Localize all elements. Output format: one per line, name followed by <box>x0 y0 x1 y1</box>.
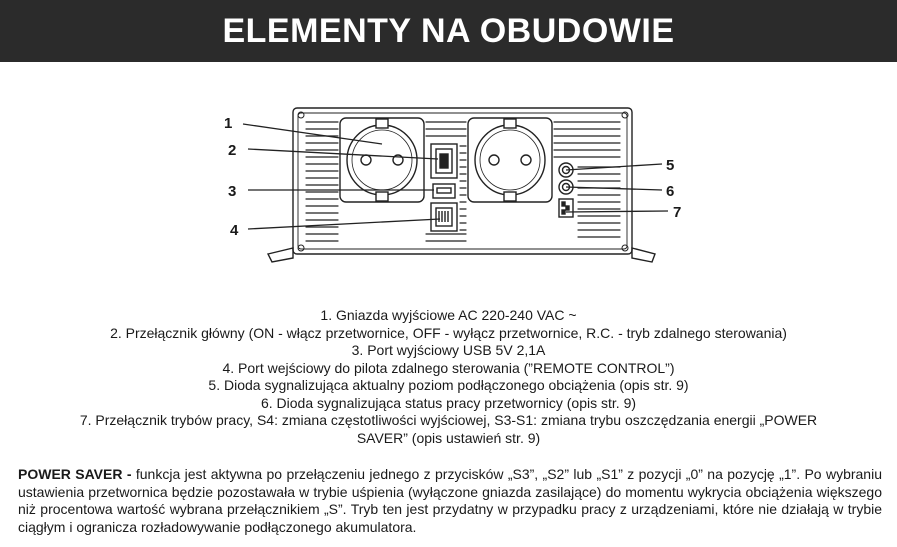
legend-item: 5. Dioda sygnalizująca aktualny poziom podłączonego obciążenia (opis str. 9) <box>208 377 689 393</box>
page-header <box>0 0 897 62</box>
callout-3: 3 <box>228 183 237 200</box>
legend-list <box>0 307 897 447</box>
callout-7: 7 <box>673 204 682 221</box>
legend-item: 3. Port wyjściowy USB 5V 2,1A <box>351 342 546 358</box>
callout-4: 4 <box>230 222 239 239</box>
callout-5: 5 <box>666 157 675 174</box>
usb-port-icon <box>433 184 455 198</box>
remote-port-icon <box>431 203 457 231</box>
dip-switch-icon <box>559 199 573 217</box>
legend-item: 2. Przełącznik główny (ON - włącz przetwornice, OFF - wyłącz przetwornice, R.C. - tryb zdalnego sterowania) <box>110 324 787 341</box>
note-text: funkcja jest aktywna po przełączeniu jednego z przycisków „S3”, „S2” lub „S1” z pozycji „0” na pozycję „1”. Po wybraniu ustawienia przetwornica będzie pozostawała w trybie uśpienia (wyłączone gniazda zasilające) do momentu wykrycia obciążenia większego niż procentowa wartość wybrana przełącznikiem „S”. Tryb ten jest przydatny w przypadku pracy z urządzeniami, które nie działają w trybie ciągłym i ogranicza rozładowywanie podłączonego akumulatora. <box>18 466 882 535</box>
legend-item: 7. Przełącznik trybów pracy, S4: zmiana częstotliwości wyjściowej, S3-S1: zmiana trybu oszczędzania energii „POWER <box>79 412 818 428</box>
legend-item: 1. Gniazda wyjściowe AC 220-240 VAC ~ <box>320 307 577 323</box>
legend-item: SAVER” (opis ustawień str. 9) <box>356 429 541 446</box>
ac-outlet-2-icon <box>468 118 552 202</box>
legend-item: 4. Port wejściowy do pilota zdalnego sterowania (”REMOTE CONTROL”) <box>222 359 675 376</box>
callout-2: 2 <box>228 142 237 159</box>
callout-6: 6 <box>666 183 675 200</box>
callout-1: 1 <box>224 115 233 132</box>
note-label: POWER SAVER - <box>18 466 132 482</box>
inverter-panel-diagram <box>0 62 897 302</box>
main-switch-icon <box>431 144 457 178</box>
legend-item: 6. Dioda sygnalizująca status pracy przetwornicy (opis str. 9) <box>260 394 637 411</box>
page-title: ELEMENTY NA OBUDOWIE <box>222 11 675 50</box>
power-saver-note <box>18 466 882 536</box>
